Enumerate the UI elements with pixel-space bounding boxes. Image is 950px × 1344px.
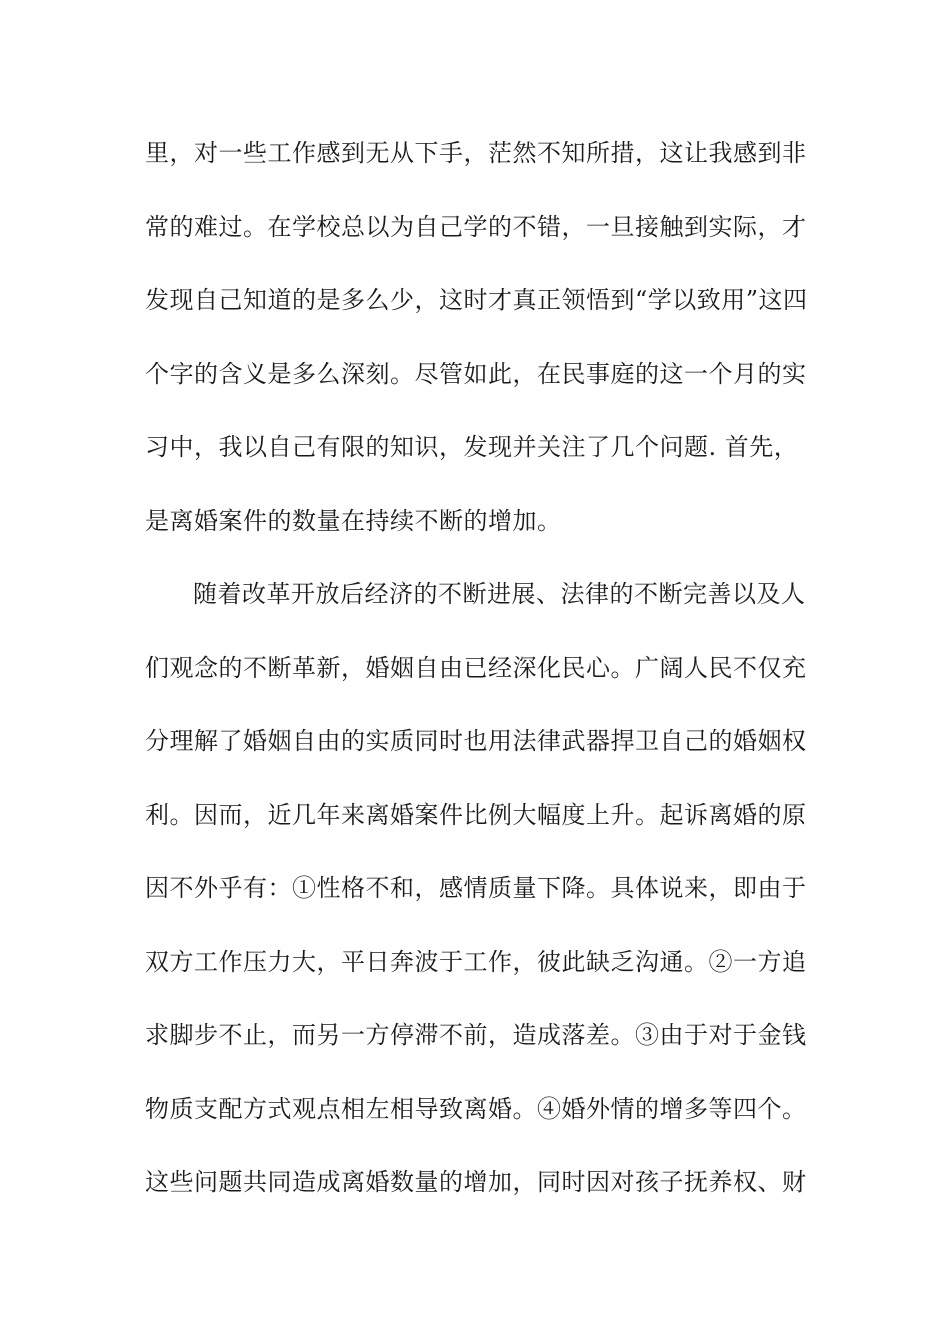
- text-line: 发现自己知道的是多么少，这时才真正领悟到“学以致用”这四: [145, 286, 808, 314]
- text-line: 常的难过。在学校总以为自己学的不错，一旦接触到实际，才: [145, 212, 807, 241]
- text-line: 因不外乎有：①性格不和，感情质量下降。具体说来，即由于: [145, 874, 807, 902]
- text-line: 们观念的不断革新，婚姻自由已经深化民心。广阔人民不仅充: [145, 653, 807, 682]
- text-line: 双方工作压力大，平日奔波于工作，彼此缺乏沟通。②一方追: [145, 947, 807, 976]
- text-line: 利。因而，近几年来离婚案件比例大幅度上升。起诉离婚的原: [145, 800, 807, 829]
- text-line: 习中，我以自己有限的知识，发现并关注了几个问题. 首先，: [145, 433, 799, 461]
- text-line: 这些问题共同造成离婚数量的增加，同时因对孩子抚养权、财: [145, 1168, 807, 1196]
- text-line: 是离婚案件的数量在持续不断的增加。: [145, 506, 562, 535]
- paragraph-first-line: 随着改革开放后经济的不断进展、法律的不断完善以及人: [193, 580, 806, 608]
- text-line: 分理解了婚姻自由的实质同时也用法律武器捍卫自己的婚姻权: [145, 727, 807, 755]
- text-line: 物质支配方式观点相左相导致离婚。④婚外情的增多等四个。: [145, 1094, 807, 1123]
- body-text: [145, 130, 810, 1233]
- text-line: 个字的含义是多么深刻。尽管如此，在民事庭的这一个月的实: [145, 359, 807, 388]
- text-line: 求脚步不止，而另一方停滞不前，造成落差。③由于对于金钱: [145, 1021, 807, 1049]
- text-line: 里，对一些工作感到无从下手，茫然不知所措，这让我感到非: [145, 139, 807, 167]
